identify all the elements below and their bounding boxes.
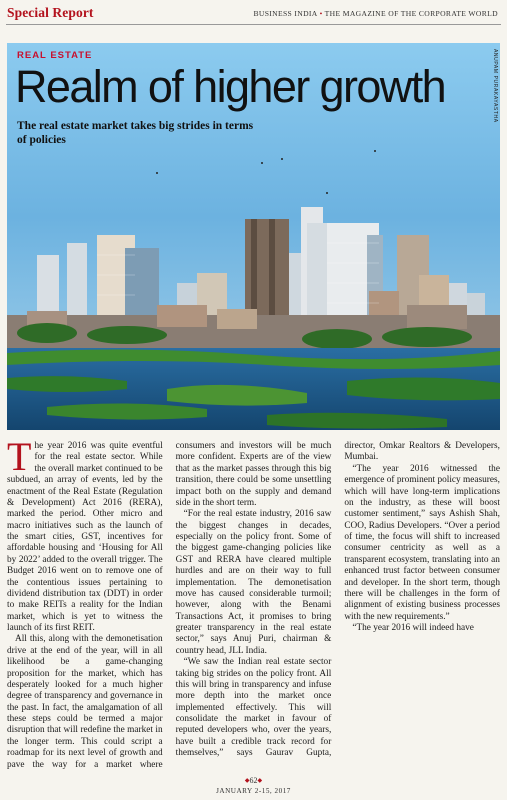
article-body <box>7 434 500 771</box>
page-number: 62 <box>249 776 258 785</box>
paragraph: “The year 2016 witnessed the emergence of prominent policy measures, which will have long-term implications on the industry, as these will boost customer sentiment,” says Ashish Shah, COO, Radius Developers. “Over a period of time, the focus will shift to increased consumer centricity as well as a transparent ecosystem, translating into an enhanced trust factor between consumer and developer. In the short term, though there will be challenges in the form of alignment of existing business processes with the new requirements.” <box>344 463 500 622</box>
publication-tagline: THE MAGAZINE OF THE CORPORATE WORLD <box>324 9 498 18</box>
hero-photo <box>7 43 500 430</box>
publication-name: BUSINESS INDIA <box>253 9 318 18</box>
page-header <box>0 0 507 26</box>
paragraph: “We saw the Indian real estate sector taking big strides on the policy front. All this will bring in transparency and infuse more depth into the market once implemented effectively. This will consolidate the market in favour of reputed developers who, over the years, have built a credible track record for themselves,” says Gaurav Gupta, director, Omkar Realtors & Developers, Mumbai. <box>175 441 500 759</box>
paragraph: All this, along with the demonetisation drive at the end of the year, will in all likelihood be a game-changing proposition for the market, which has desperately looked for a much higher degree of transparency and governance in the past. In fact, the amalgamation of all these steps could be termed a major disruption that will redefine the market in the longer term. This could script a roadmap for its next level of growth and pave the way for a market where consumers and investors will be much more confident. Experts are of the view that as the market passes through this big transition, there could be some unsettling impact both on the supply and demand side in the short term. <box>7 441 332 770</box>
paragraph: “For the real estate industry, 2016 saw the biggest changes in decades, especially on the policy front. Some of the biggest game-changing policies like GST and RERA have cleared multiple hurdles and are on their way to full implementation. The demonetisation move has caused considerable turmoil; however, along with the Benami Transactions Act, it promises to bring greater transparency in the real estate sector,” says Anuj Puri, chairman & country head, JLL India. <box>175 509 332 656</box>
kicker: REAL ESTATE <box>17 50 93 61</box>
header-rule <box>6 24 501 25</box>
masthead-separator: • <box>319 9 323 18</box>
paragraph: “The year 2016 will indeed have <box>352 623 474 633</box>
drop-cap: T <box>7 434 32 479</box>
page-footer <box>0 776 507 796</box>
headline: Realm of higher growth <box>15 61 446 112</box>
page-number-line: ◆62◆ <box>244 776 263 785</box>
section-label: Special Report <box>7 5 94 20</box>
issue-date: JANUARY 2-15, 2017 <box>216 787 291 795</box>
photo-credit: ANUPAM PURAKAYASTHA <box>492 49 498 123</box>
paragraph: The year 2016 was quite eventful for the real estate sector. While the overall market continued to be subdued, an array of events, led by the enactment of the Real Estate (Regulation & Development) Act 2016 (RERA), marked the period. Other micro and macro initiatives such as the launch of the smart cities, GST, incentives for affordable housing and ‘Housing for All by 2022’ added to the overall trigger. The Budget 2016 went on to remove one of the contentious issues pertaining to dividend distribution tax (DDT) in order to make REITs a reality for the Indian market, which is yet to witness the launch of its first REIT. <box>7 434 163 633</box>
masthead <box>253 9 498 18</box>
deck: The real estate market takes big strides in terms of policies <box>17 120 254 146</box>
